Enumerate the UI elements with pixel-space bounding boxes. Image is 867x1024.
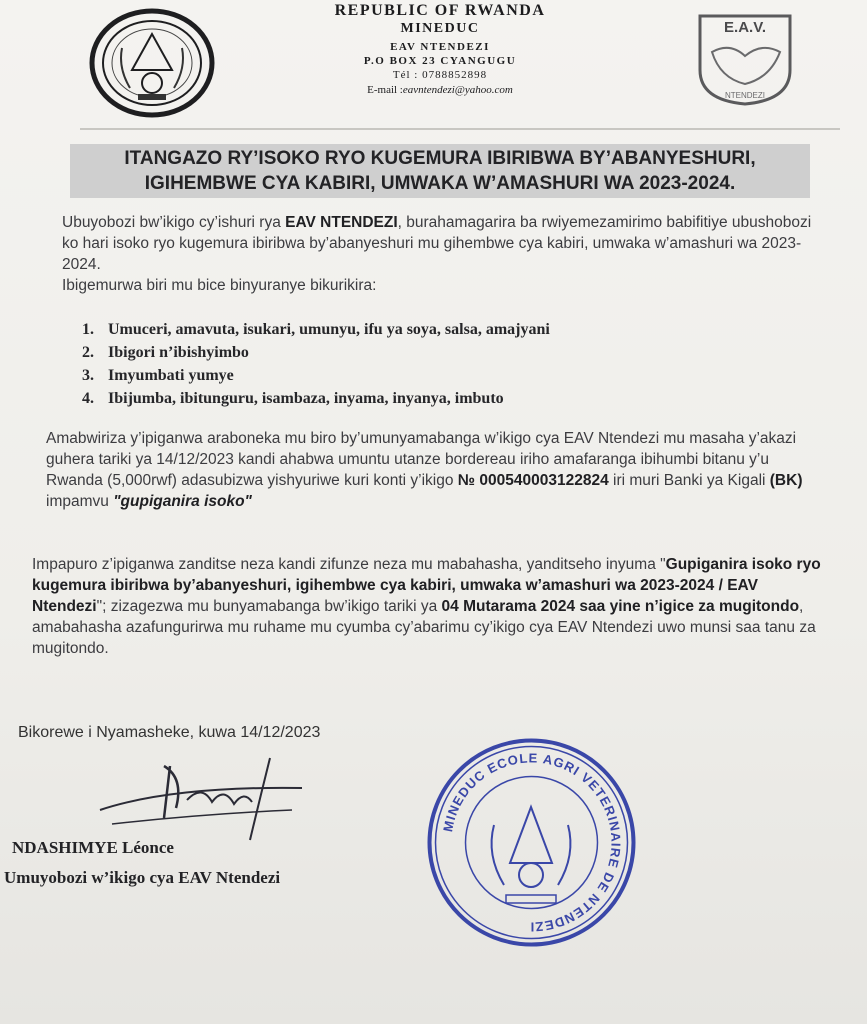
- stamp-text: MINEDUC ECOLE AGRI VETERINAIRE DE NTENDEZI: [440, 750, 624, 935]
- submission-text-b: "; zizagezwa mu bunyamabanga bw’ikigo tariki ya: [96, 598, 442, 615]
- letterhead-school: EAV NTENDEZI: [390, 41, 490, 53]
- supply-list: [82, 318, 782, 410]
- list-item: [82, 341, 782, 364]
- payment-reason: "gupiganira isoko": [113, 493, 252, 510]
- list-item: [82, 364, 782, 387]
- email-label: E-mail :: [367, 84, 403, 96]
- signatory-role: Umuyobozi w’ikigo cya EAV Ntendezi: [4, 868, 281, 887]
- header-divider: [80, 128, 840, 130]
- list-item-number: 3.: [82, 367, 94, 384]
- announcement-title: [70, 144, 810, 198]
- list-item-number: 1.: [82, 321, 94, 338]
- submission-deadline: 04 Mutarama 2024 saa yine n’igice za mugitondo: [441, 598, 800, 615]
- instructions-text-a: Amabwiriza y’ipiganwa araboneka mu biro by’umunyamabanga w’ikigo cya EAV Ntendezi mu masaha y’akazi guhera tariki ya 14/12/2023 kandi ahabwa umuntu utanze bordereau iriho amafaranga ibihumbi bitanu y’u Rwanda (5,000rwf) adasubizwa yishyuriwe kuri konti y’ikigo: [46, 430, 797, 489]
- submission-text-a: Impapuro z’ipiganwa zanditse neza kandi zifunze neza mu mabahasha, yanditseho inyuma ": [32, 556, 666, 573]
- list-item-text: Umuceri, amavuta, isukari, umunyu, ifu ya soya, salsa, amajyani: [108, 321, 550, 338]
- list-item: [82, 318, 782, 341]
- list-item: [82, 387, 782, 410]
- eav-logo-subtext: NTENDEZI: [725, 91, 765, 100]
- title-line-1: ITANGAZO RY’ISOKO RYO KUGEMURA IBIRIBWA BY’ABANYESHURI,: [124, 148, 756, 169]
- signatory-name: NDASHIMYE Léonce: [12, 838, 174, 857]
- official-stamp-icon: [424, 735, 639, 950]
- letterhead-ministry: MINEDUC: [400, 21, 480, 36]
- title-line-2: IGIHEMBWE CYA KABIRI, UMWAKA W’AMASHURI WA 2023-2024.: [144, 173, 736, 194]
- intro-text-d: Ibigemurwa biri mu bice binyuranye bikurikira:: [62, 277, 377, 294]
- list-item-number: 4.: [82, 390, 94, 407]
- intro-text-c: , burahamagarira ba rwiyemezamirimo babifitiye ubushobozi ko hari isoko ryo kugemura ibiribwa by’abanyeshuri mu gihembwe cya kabiri, umwaka w’amashuri wa 2023-2024.: [62, 214, 812, 273]
- list-item-number: 2.: [82, 344, 94, 361]
- svg-text:MINEDUC ECOLE AGRI VETERINAIRE: [440, 750, 623, 934]
- list-item-text: Imyumbati yumye: [108, 367, 234, 384]
- republic-seal-icon: [88, 8, 216, 118]
- letterhead: [250, 2, 630, 96]
- place-date-line: Bikorewe i Nyamasheke, kuwa 14/12/2023: [18, 724, 321, 741]
- intro-text-a: Ubuyobozi bw’ikigo cy’ishuri rya: [62, 214, 286, 231]
- instructions-paragraph: [46, 428, 814, 512]
- instructions-text-b: iri muri Banki ya Kigali: [608, 472, 770, 489]
- envelope-subject: Gupiganira isoko ryo kugemura ibiribwa by’abanyeshuri, igihembwe cya kabiri, umwaka w’amashuri wa 2023-2024 / EAV Ntendezi: [32, 556, 821, 615]
- letterhead-email: [250, 84, 630, 96]
- instructions-text-c: impamvu: [46, 493, 114, 510]
- list-item-text: Ibijumba, ibitunguru, isambaza, inyama, inyanya, imbuto: [108, 390, 504, 407]
- letterhead-country: REPUBLIC OF RWANDA: [334, 2, 546, 19]
- email-value: eavntendezi@yahoo.com: [402, 84, 513, 96]
- eav-logo-icon: [690, 8, 800, 108]
- school-name: EAV NTENDEZI: [285, 214, 398, 231]
- intro-paragraph: [62, 212, 822, 296]
- submission-paragraph: [32, 554, 822, 659]
- account-number: № 000540003122824: [457, 472, 609, 489]
- handwritten-signature-icon: [92, 748, 322, 848]
- list-item-text: Ibigori n’ibishyimbo: [108, 344, 249, 361]
- eav-logo-text: E.A.V.: [724, 19, 766, 36]
- letterhead-pobox: P.O BOX 23 CYANGUGU: [363, 55, 517, 67]
- letterhead-phone: Tél : 0788852898: [392, 69, 488, 81]
- submission-text-c: , amabahasha azafungurirwa mu ruhame mu cyumba cy’abarimu cy’ikigo cya EAV Ntendezi uwo munsi saa tanu za mugitondo.: [32, 598, 816, 657]
- bank-code: (BK): [769, 472, 803, 489]
